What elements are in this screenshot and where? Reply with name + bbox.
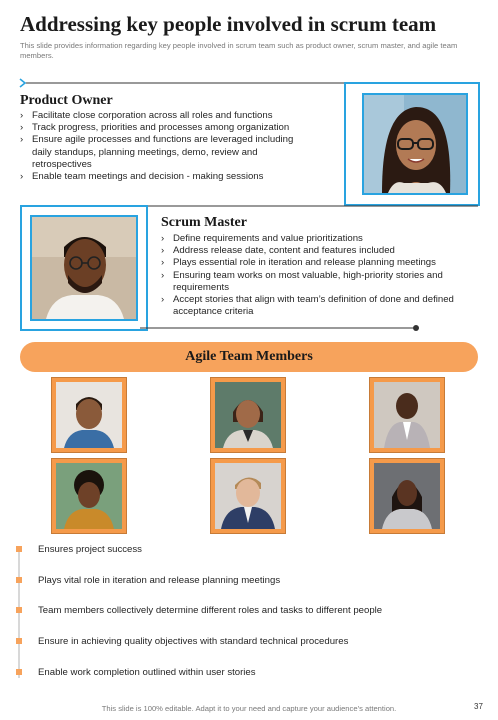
section-divider-middle bbox=[140, 200, 490, 212]
scrum-master-bullet: › Define requirements and value prioritizations bbox=[159, 233, 459, 245]
team-member-photo bbox=[369, 458, 445, 534]
timeline-marker bbox=[16, 669, 22, 675]
man-portrait-icon bbox=[32, 217, 136, 319]
timeline-marker bbox=[16, 638, 22, 644]
agile-point: Enable work completion outlined within user stories bbox=[38, 667, 256, 678]
product-owner-photo bbox=[362, 93, 468, 195]
agile-point: Team members collectively determine different roles and tasks to different people bbox=[38, 605, 383, 616]
scrum-master-heading: Scrum Master bbox=[161, 215, 247, 230]
timeline-marker bbox=[16, 577, 22, 583]
team-member-photo bbox=[51, 458, 127, 534]
timeline-marker bbox=[16, 607, 22, 613]
team-member-portrait-icon bbox=[374, 382, 440, 448]
scrum-master-bullet: › Accept stories that align with team’s definition of done and defined acceptance criteria bbox=[159, 294, 455, 318]
product-owner-list bbox=[18, 110, 318, 183]
scrum-master-bullet: › Address release date, content and features included bbox=[159, 245, 459, 257]
product-owner-bullet: › Facilitate close corporation across all roles and functions bbox=[18, 110, 318, 122]
team-member-portrait-icon bbox=[215, 463, 281, 529]
scrum-master-photo bbox=[30, 215, 138, 321]
team-member-photo bbox=[210, 377, 286, 453]
team-member-portrait-icon bbox=[56, 382, 122, 448]
team-member-portrait-icon bbox=[56, 463, 122, 529]
timeline-marker bbox=[16, 546, 22, 552]
scrum-master-list bbox=[159, 233, 459, 318]
product-owner-photo-frame bbox=[344, 82, 480, 206]
product-owner-bullet: › Enable team meetings and decision - making sessions bbox=[18, 171, 318, 183]
agile-team-banner: Agile Team Members bbox=[20, 342, 478, 372]
team-member-portrait-icon bbox=[215, 382, 281, 448]
footer-note: This slide is 100% editable. Adapt it to your need and capture your audience’s attention. bbox=[101, 704, 397, 713]
product-owner-bullet: › Ensure agile processes and functions are leveraged including daily standups, planning meetings, demo, review and retrospectives bbox=[18, 134, 312, 171]
agile-point: Ensure in achieving quality objectives with standard technical procedures bbox=[38, 636, 349, 647]
product-owner-heading: Product Owner bbox=[20, 93, 113, 108]
page-number: 37 bbox=[474, 702, 483, 711]
woman-portrait-icon bbox=[364, 95, 466, 193]
scrum-master-bullet: › Plays essential role in iteration and release planning meetings bbox=[159, 257, 459, 269]
team-member-photo bbox=[51, 377, 127, 453]
team-member-photo bbox=[210, 458, 286, 534]
scrum-master-bullet: › Ensuring team works on most valuable, high-priority stories and requirements bbox=[159, 270, 455, 294]
agile-point: Plays vital role in iteration and release planning meetings bbox=[38, 575, 281, 586]
team-member-photo bbox=[369, 377, 445, 453]
team-member-portrait-icon bbox=[374, 463, 440, 529]
scrum-master-photo-frame bbox=[20, 205, 148, 331]
line-end-dot-icon bbox=[413, 325, 419, 331]
page-subtitle: This slide provides information regarding key people involved in scrum team such as product owner, scrum master, and agile team members. bbox=[20, 41, 458, 60]
page-title: Addressing key people involved in scrum team bbox=[20, 12, 437, 36]
chevron-right-icon bbox=[20, 79, 25, 87]
product-owner-bullet: › Track progress, priorities and processes among organization bbox=[18, 122, 318, 134]
agile-point: Ensures project success bbox=[38, 544, 142, 555]
section-divider-bottom bbox=[140, 322, 430, 334]
